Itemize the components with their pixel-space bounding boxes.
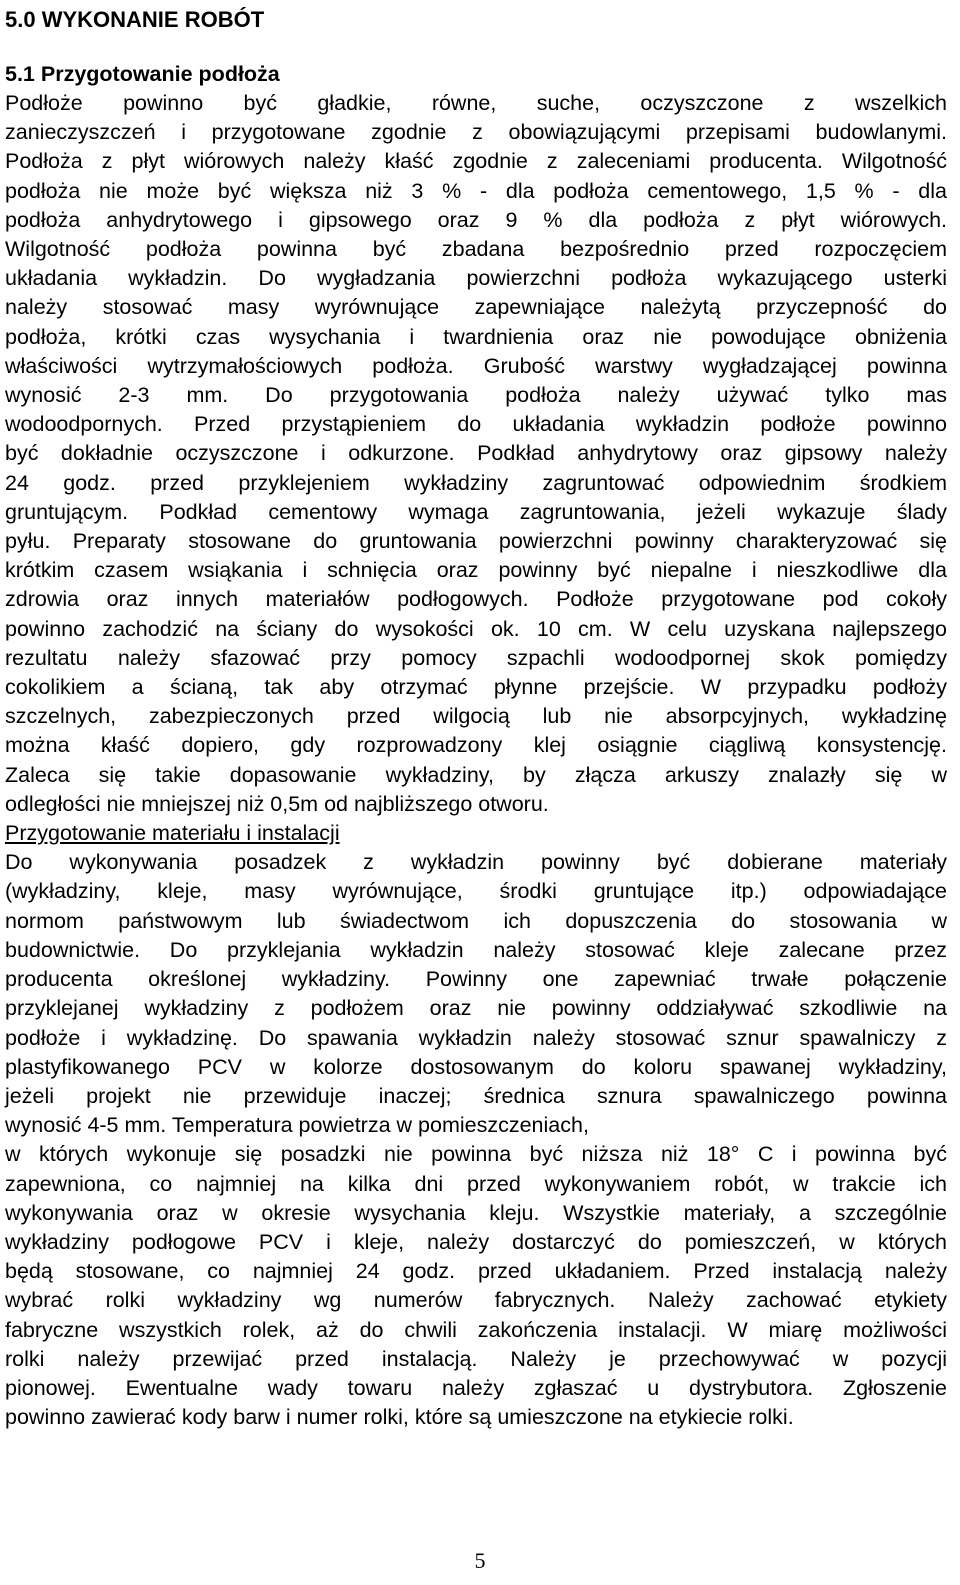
text-line: plastyfikowanego PCV w kolorze dostosowanym do koloru spawanej wykładziny, bbox=[5, 1054, 947, 1079]
text-line: zanieczyszczeń i przygotowane zgodnie z obowiązującymi przepisami budowlanymi. bbox=[5, 120, 947, 145]
text-line: w których wykonuje się posadzki nie powinna być niższa niż 18° C i powinna być bbox=[5, 1142, 947, 1167]
paragraph-materials bbox=[5, 848, 947, 1140]
text-line: wynosić 2-3 mm. Do przygotowania podłoża należy używać tylko mas bbox=[5, 383, 947, 408]
text-line: pionowej. Ewentualne wady towaru należy zgłaszać u dystrybutora. Zgłoszenie bbox=[5, 1375, 947, 1400]
text-line: Do wykonywania posadzek z wykładzin powinny być dobierane materiały bbox=[5, 850, 947, 875]
subheading-materials bbox=[5, 819, 947, 848]
text-line: rezultatu należy sfazować przy pomocy szpachli wodoodpornej skok pomiędzy bbox=[5, 645, 947, 670]
paragraph-temperature-and-storage bbox=[5, 1140, 947, 1432]
paragraph-substrate-preparation bbox=[5, 89, 947, 819]
text-line: podłoża anhydrytowego i gipsowego oraz 9 % dla podłoża z płyt wiórowych. bbox=[5, 207, 947, 232]
text-line: 24 godz. przed przyklejeniem wykładziny zagruntować odpowiednim środkiem bbox=[5, 470, 947, 495]
text-line: fabryczne wszystkich rolek, aż do chwili zakończenia instalacji. W miarę możliwości bbox=[5, 1317, 947, 1342]
subheading-materials-text: Przygotowanie materiału i instalacji bbox=[5, 821, 340, 846]
text-line: krótkim czasem wsiąkania i schnięcia oraz powinny być niepalne i nieszkodliwe dla bbox=[5, 558, 947, 583]
text-line: powinno zachodzić na ściany do wysokości ok. 10 cm. W celu uzyskana najlepszego bbox=[5, 616, 947, 641]
text-line: być dokładnie oczyszczone i odkurzone. Podkład anhydrytowy oraz gipsowy należy bbox=[5, 441, 947, 466]
text-line: powinno zawierać kody barw i numer rolki, które są umieszczone na etykiecie rolki. bbox=[5, 1405, 794, 1430]
text-line: cokolikiem a ścianą, tak aby otrzymać płynne przejście. W przypadku podłoży bbox=[5, 675, 947, 700]
text-line: odległości nie mniejszej niż 0,5m od najbliższego otworu. bbox=[5, 791, 549, 816]
text-line: producenta określonej wykładziny. Powinny one zapewniać trwałe połączenie bbox=[5, 967, 947, 992]
text-line: układania wykładzin. Do wygładzania powierzchni podłoża wykazującego usterki bbox=[5, 266, 947, 291]
text-line: można kłaść dopiero, gdy rozprowadzony klej osiągnie ciągliwą konsystencję. bbox=[5, 733, 947, 758]
text-line: rolki należy przewijać przed instalacją. Należy je przechowywać w pozycji bbox=[5, 1346, 947, 1371]
text-line: wykonywania oraz w okresie wysychania kleju. Wszystkie materiały, a szczególnie bbox=[5, 1200, 947, 1225]
text-line: Wilgotność podłoża powinna być zbadana bezpośrednio przed rozpoczęciem bbox=[5, 237, 947, 262]
text-line: właściwości wytrzymałościowych podłoża. Grubość warstwy wygładzającej powinna bbox=[5, 353, 947, 378]
text-line: wykładziny podłogowe PCV i kleje, należy dostarczyć do pomieszczeń, w których bbox=[5, 1229, 947, 1254]
text-line: pyłu. Preparaty stosowane do gruntowania powierzchni powinny charakteryzować się bbox=[5, 529, 947, 554]
text-line: gruntującym. Podkład cementowy wymaga zagruntowania, jeżeli wykazuje ślady bbox=[5, 499, 947, 524]
subsection-title: 5.1 Przygotowanie podłoża bbox=[5, 62, 280, 86]
text-line: Podłoża z płyt wiórowych należy kłaść zgodnie z zaleceniami producenta. Wilgotność bbox=[5, 149, 947, 174]
text-line: przyklejanej wykładziny z podłożem oraz nie powinny oddziaływać szkodliwie na bbox=[5, 996, 947, 1021]
text-line: normom państwowym lub świadectwom ich dopuszczenia do stosowania w bbox=[5, 908, 947, 933]
text-line: zapewniona, co najmniej na kilka dni przed wykonywaniem robót, w trakcie ich bbox=[5, 1171, 947, 1196]
text-line: wodoodpornych. Przed przystąpieniem do układania wykładzin podłoże powinno bbox=[5, 412, 947, 437]
text-line: zdrowia oraz innych materiałów podłogowych. Podłoże przygotowane pod cokoły bbox=[5, 587, 947, 612]
text-line: będą stosowane, co najmniej 24 godz. przed układaniem. Przed instalacją należy bbox=[5, 1259, 947, 1284]
text-line: należy stosować masy wyrównujące zapewniające należytą przyczepność do bbox=[5, 295, 947, 320]
text-line: podłoże i wykładzinę. Do spawania wykładzin należy stosować sznur spawalniczy z bbox=[5, 1025, 947, 1050]
text-line: Zaleca się takie dopasowanie wykładziny, by złącza arkuszy znalazły się w bbox=[5, 762, 947, 787]
text-line: Podłoże powinno być gładkie, równe, suche, oczyszczone z wszelkich bbox=[5, 91, 947, 115]
text-line: budownictwie. Do przyklejania wykładzin należy stosować kleje zalecane przez bbox=[5, 937, 947, 962]
text-line: podłoża nie może być większa niż 3 % - dla podłoża cementowego, 1,5 % - dla bbox=[5, 178, 947, 203]
text-line: jeżeli projekt nie przewiduje inaczej; średnica sznura spawalniczego powinna bbox=[5, 1083, 947, 1108]
document-page bbox=[5, 0, 947, 1432]
text-line: szczelnych, zabezpieczonych przed wilgocią lub nie absorpcyjnych, wykładzinę bbox=[5, 704, 947, 729]
page-number: 5 bbox=[474, 1548, 486, 1573]
section-title: 5.0 WYKONANIE ROBÓT bbox=[5, 7, 265, 32]
text-line: wynosić 4-5 mm. Temperatura powietrza w pomieszczeniach, bbox=[5, 1113, 589, 1138]
text-line: (wykładziny, kleje, masy wyrównujące, środki gruntujące itp.) odpowiadające bbox=[5, 879, 947, 904]
text-line: podłoża, krótki czas wysychania i twardnienia oraz nie powodujące obniżenia bbox=[5, 324, 947, 349]
text-line: wybrać rolki wykładziny wg numerów fabrycznych. Należy zachować etykiety bbox=[5, 1288, 947, 1313]
